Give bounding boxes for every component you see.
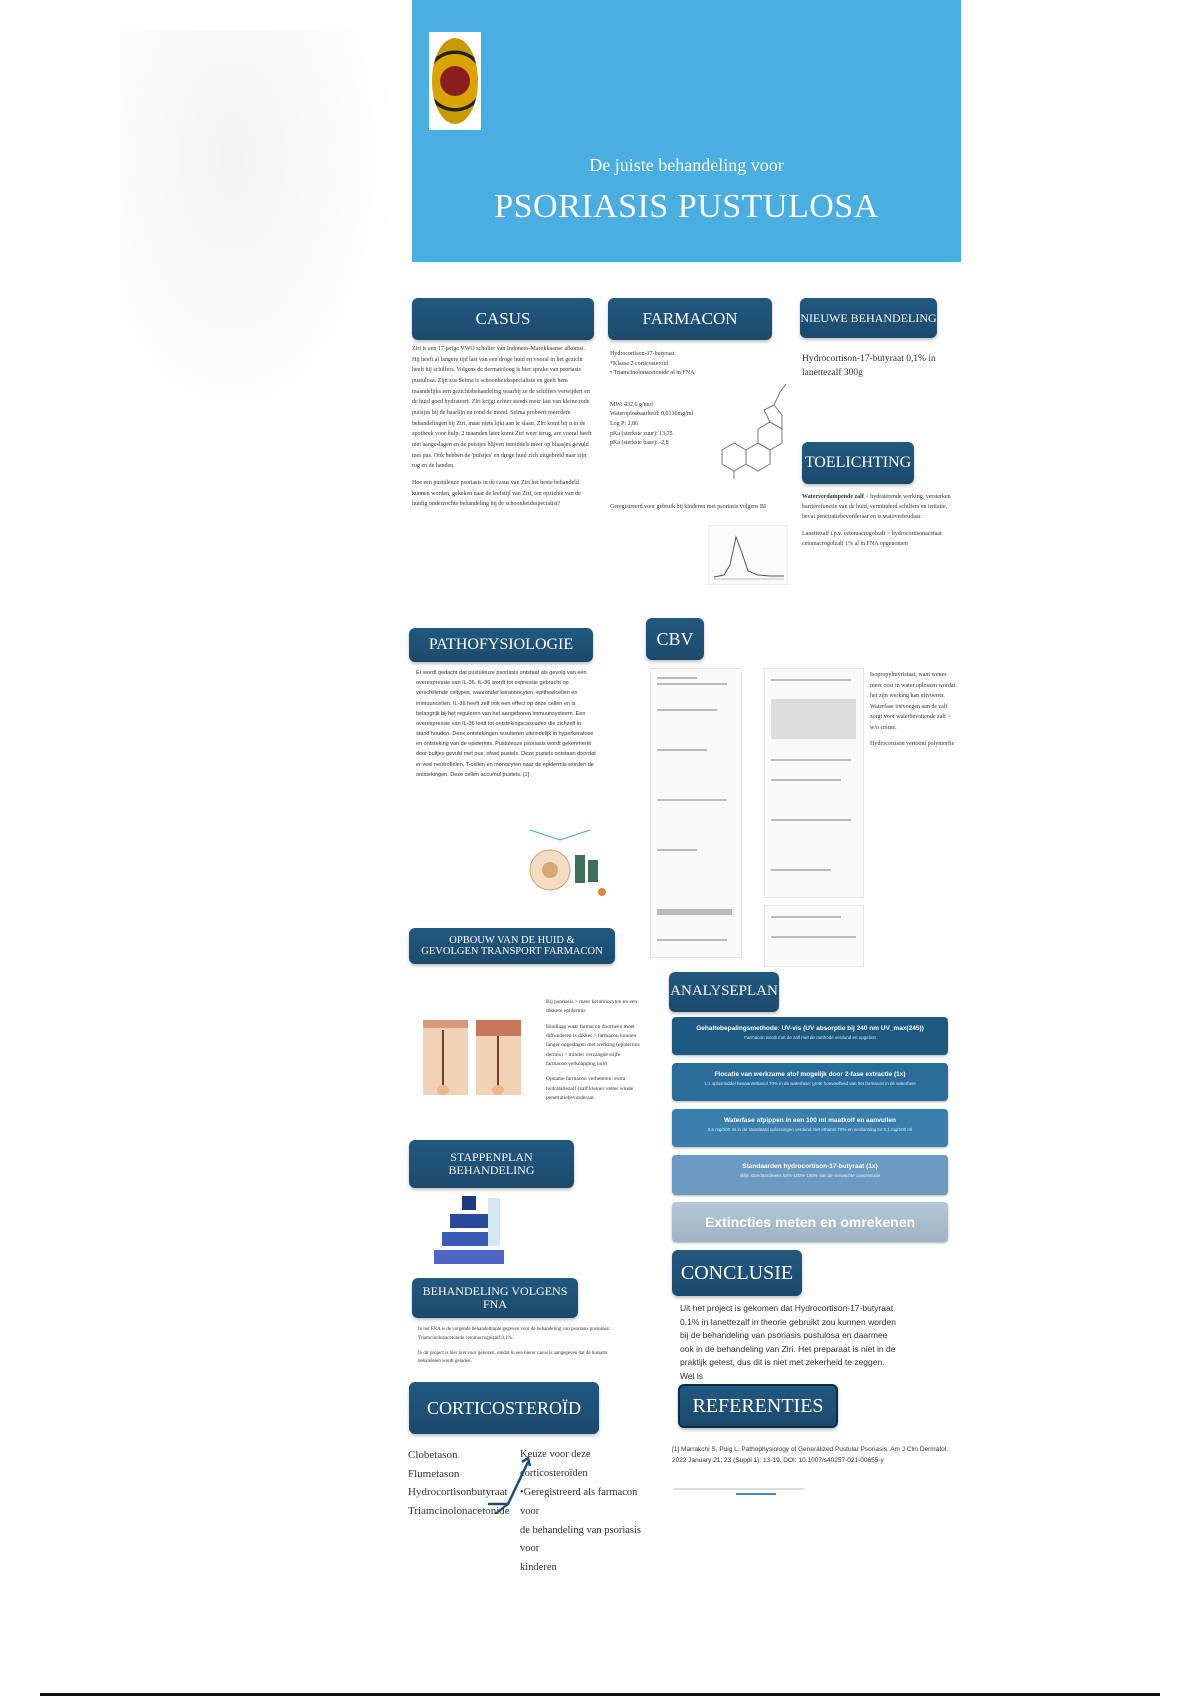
farmacon-text — [610, 350, 720, 449]
toelichting-text — [802, 492, 952, 555]
immune-cell-diagram-image — [520, 820, 610, 900]
analyse-step-sub: ijklijn standaardreeks 50%-100%-150% van de verwachte concentratie — [739, 1173, 881, 1178]
stappenplan-heading-line-1: STAPPENPLAN — [450, 1150, 533, 1165]
toelichting-text-2: Lanettezalf i.p.v. cetomacrogolzalf > hydrocortisonacetaat cetomacrogolzalf 1% al in FNA opgenomen — [802, 530, 942, 547]
referenties-text: [1] Marrakchi S, Puig L. Pathophysiology of Generalized Pustular Psoriasis. Am J Clin Dermatol. 2022 January 21; 23 (Suppl 1): 13-19. DOI: 10.1007/s40257-021-00655-y — [672, 1446, 949, 1465]
conclusie-heading: CONCLUSIE — [672, 1250, 802, 1296]
poster-subtitle: De juiste behandeling voor — [589, 155, 784, 175]
toelichting-heading: TOELICHTING — [802, 442, 914, 484]
treatment-pyramid-image — [430, 1192, 510, 1276]
analyse-step-sub: 0,5 mg/100 ml in de standaard oplossingen verdund met ethanol 70% en verdunning tot 0,1 mg/100 ml — [707, 1127, 913, 1132]
skin-layers-image — [418, 1010, 528, 1110]
opbouw-text — [546, 998, 642, 1109]
toelichting-text-1: > hydraterende werking, versterken barrièrefunctie van de huid, verminderd schilfers en irritatie, bevat penetratiebevorderaar en is watoverbrudaar. — [802, 494, 951, 521]
fna-heading: BEHANDELING VOLGENS FNA — [412, 1278, 578, 1318]
cbv-text — [870, 670, 958, 756]
poster-title: PSORIASIS PUSTULOSA — [494, 188, 879, 225]
farmacon-heading: FARMACON — [608, 298, 772, 340]
analyse-step — [672, 1017, 948, 1055]
molecule-structure-image — [712, 380, 787, 480]
analyseplan-heading: ANALYSEPLAN — [669, 972, 779, 1012]
cbv-heading: CBV — [646, 618, 704, 660]
fna-text — [418, 1326, 628, 1373]
analyse-step — [672, 1109, 948, 1147]
opbouw-heading — [409, 928, 615, 964]
cbv-document-image-3 — [764, 905, 864, 967]
conclusie-text: Uit het project is gekomen dat Hydrocortison-17-butyraat 0,1% in lanettezalf in theorie gebruikt zou kunnen worden bij de behandeling van psoriasis pustulosa en daarmee ook in de behandeling van Ziri. Het preparaat is niet in de praktijk getest, dus dit is niet met zekerheid te zeggen. Wel is — [680, 1303, 896, 1380]
farmacon-line: • Triamcinolonacetonide al in FNA — [610, 370, 695, 377]
nieuwe-behandeling-text: Hydrocortison-17-butyraat 0,1% in lanettezalf 300g — [802, 354, 936, 379]
opbouw-heading-line-2: GEVOLGEN TRANSPORT FARMACON — [421, 946, 603, 957]
analyse-step — [672, 1063, 948, 1101]
university-logo — [429, 32, 481, 130]
corticosteroid-item: Clobetason — [408, 1449, 458, 1461]
analyse-step-title: Gehaltebepalingsmethode: UV-vis (UV absorptie bij 240 nm UV_max(245)) — [696, 1025, 924, 1032]
nieuwe-behandeling-heading: NIEUWE BEHANDELING — [800, 298, 937, 338]
farmacon-prop: pKa (sterkste base): -2,8 — [610, 440, 669, 447]
corticosteroid-reason-line: •Geregistreerd als farmacon voor — [520, 1486, 638, 1517]
casus-paragraph: Ziri is een 17 jarige VWO scholier van Indonees-Marokkaanse afkomst. Hij heeft al langere tijd last van een droge huid en vooral in het gezicht heeft hij schilfers. Volgens de dermatoloog is hier sprake van psoriasis pustulosa. Zijn zus Selma is schoonheidsspecialiste en geeft hem maandelijks een gezichtsbehandeling waarbij ze de schilfers verwijdert en de huid goed hydrateert. Ziri krijgt echter steeds meer last van kleine rode puistjes bij de haarlijn en rond de mond. Selma probeert meerdere behandelingen bij Ziri, maar niets lijkt aan te slaan. Ziri komt bij u in de apotheek voor hulp. 2 maanden later komt Ziri weer terug, are vooral heeft niet aangeslagen en de puistjes blijven inmiddels meer op blaasjes gevuld met pus. Ook hebben de 'puistjes' en droge huid zich uitgebreid naar zijn rug en de handen. — [412, 346, 592, 470]
farmacon-note: Geregistreerd voor gebruik bij kinderen met psoriasis volgens BI — [610, 504, 766, 510]
fna-text-1: In het FNA is de volgende behandeltrapte gegeven voor de behandeling van psoriasis pustulosa: Triamcinolonacetonide cetomacrogolzalf 0,1%. — [418, 1327, 611, 1341]
pathofysiologie-text: Er wordt gedacht dat pustuleuze psoriasis ontstaat als gevolg van een overexpressie van IL-36. IL-36 wordt tot expressie gebracht op verschillende celtypes, waaronder keratinocyten, epitheelcellen en immuuncellen. IL-36 heeft zelf ook een effect op deze cellen en is belangrijk bij het reguleren van het aangeboren immuunsysteem. Een overexpressie van IL-36 leidt tot ontstekingscascades die zichzelf in stand houden. Deze ontstekingen resulteren uiteindelijk in hyperkeratose en ontsteking van de epidermis. Pustuleuze psoriasis wordt gekenmerkt door bultjes gevuld met pus, ofwel pustels. Deze pustels ontstaan doordat er veel neutrofielen, T-cellen en monocyten naar de epidermis worden de ontstekingen. Deze cellen accumul pustels. [1] — [416, 670, 596, 778]
analyse-step-sub: 1:1 oplosmiddel hexaan/ethanol 70% in de waterfase; grote hoeveelheid van het farmacon in de waterfase — [704, 1081, 916, 1086]
analyse-step-title: Waterfase afpippen in een 100 ml maatkolf en aanvullen — [723, 1117, 897, 1124]
analyse-step — [672, 1155, 948, 1195]
referenties-link-line — [674, 1488, 804, 1490]
farmacon-prop: Wateroplosbaarheid: 0,0136mg/ml — [610, 411, 694, 418]
casus-heading: CASUS — [412, 298, 594, 340]
opbouw-text-2: Huidlaag waar farmacon doorheen moet diffunderen is dikker > farmacon kunnen langer opgeslagen met werking (epidermis dermis) > minder verzaagde stijfe farmacon verknapping huid — [546, 1023, 640, 1068]
corticosteroid-reason — [520, 1446, 650, 1578]
farmacon-line: *Klasse 2 corticosteroïd — [610, 360, 668, 367]
analyseplan-flow — [672, 1017, 948, 1242]
toelichting-bold: Waterverdampende zalf — [802, 494, 864, 500]
background-ghost — [120, 30, 400, 450]
university-seal-icon — [432, 38, 478, 124]
cbv-document-image-2 — [764, 668, 864, 898]
corticosteroid-reason-line: Keuze voor deze corticosteroïden — [520, 1449, 591, 1479]
analyse-step-title: Standaarden hydrocortison-17-butyraat (1x) — [742, 1163, 878, 1170]
corticosteroid-heading: CORTICOSTEROÏD — [409, 1382, 599, 1434]
spectrum-graph-image — [708, 525, 788, 585]
poster-header — [412, 0, 961, 262]
pathofysiologie-heading: PATHOFYSIOLOGIE — [409, 628, 593, 662]
corticosteroid-item: Triamcinolonacetonide — [408, 1505, 510, 1518]
casus-question: Hoe een pustuleuze psoriasis in de casus van Ziri het beste behandeld kunnen worden, gekeken naar de leefstijl van Ziri, ten opzichte van de huidig onderzochte behandeling bij de schoonheidsspecialist? — [412, 480, 581, 508]
referenties-link[interactable] — [736, 1493, 776, 1495]
opbouw-text-3: Opname farmacon verbeteren: extra hydratatiezalf (zalf kleiner vetter winde penetratiebevorderaar — [546, 1076, 634, 1102]
cbv-document-image-1 — [650, 668, 742, 958]
farmacon-line: Hydrocortison-17-butyraat — [610, 351, 675, 357]
fna-text-2: In dit project is hier niet voor gekozen, omdat in een hierer casus is aangegeven dat de huisarts behandelen wordt geladen. — [418, 1350, 608, 1365]
cbv-text-1: Isopropylmyristaat, want wenes meer oost in water oplossen wordat het zijn werking kan uitvoeren. Waterfase toevoegen aan de zalf zorgt voor waterbevattende zalf > w/o crème. — [870, 672, 956, 731]
analyse-step-title: Flocatie van werkzame stof mogelijk door 2-fase extractie (1x) — [714, 1071, 906, 1078]
farmacon-prop: Log P: 2,86 — [610, 420, 639, 427]
corticosteroid-reason-line: kinderen — [520, 1562, 557, 1574]
farmacon-prop: MW: 432,6 g/mol — [610, 401, 653, 408]
analyse-final-step: Extincties meten en omrekenen — [672, 1202, 948, 1242]
opbouw-text-1: Bij psoriasis > meer keratinocyten en een dikkere epidermis — [546, 999, 638, 1015]
corticosteroid-reason-line: de behandeling van psoriasis voor — [520, 1524, 642, 1555]
farmacon-prop: pKa (sterkste zuur): 13,75 — [610, 430, 673, 437]
stappenplan-heading-line-2: BEHANDELING — [448, 1163, 535, 1177]
bottom-rule — [40, 1693, 1160, 1696]
analyse-step-sub: Farmacon wordt met de zalf met de methode verdund en opgelost — [744, 1035, 876, 1040]
casus-text — [412, 344, 594, 516]
opbouw-heading-line-1: OPBOUW VAN DE HUID & — [449, 934, 575, 946]
cbv-text-2: Hydrocortison vertoont polymorfie — [870, 741, 955, 747]
corticosteroid-item: Flumetason — [408, 1467, 460, 1480]
poster — [408, 0, 961, 1574]
corticosteroid-item: Hydrocortisonbutyraat — [408, 1486, 508, 1499]
referenties-heading: REFERENTIES — [678, 1384, 838, 1428]
stappenplan-heading — [409, 1140, 574, 1188]
